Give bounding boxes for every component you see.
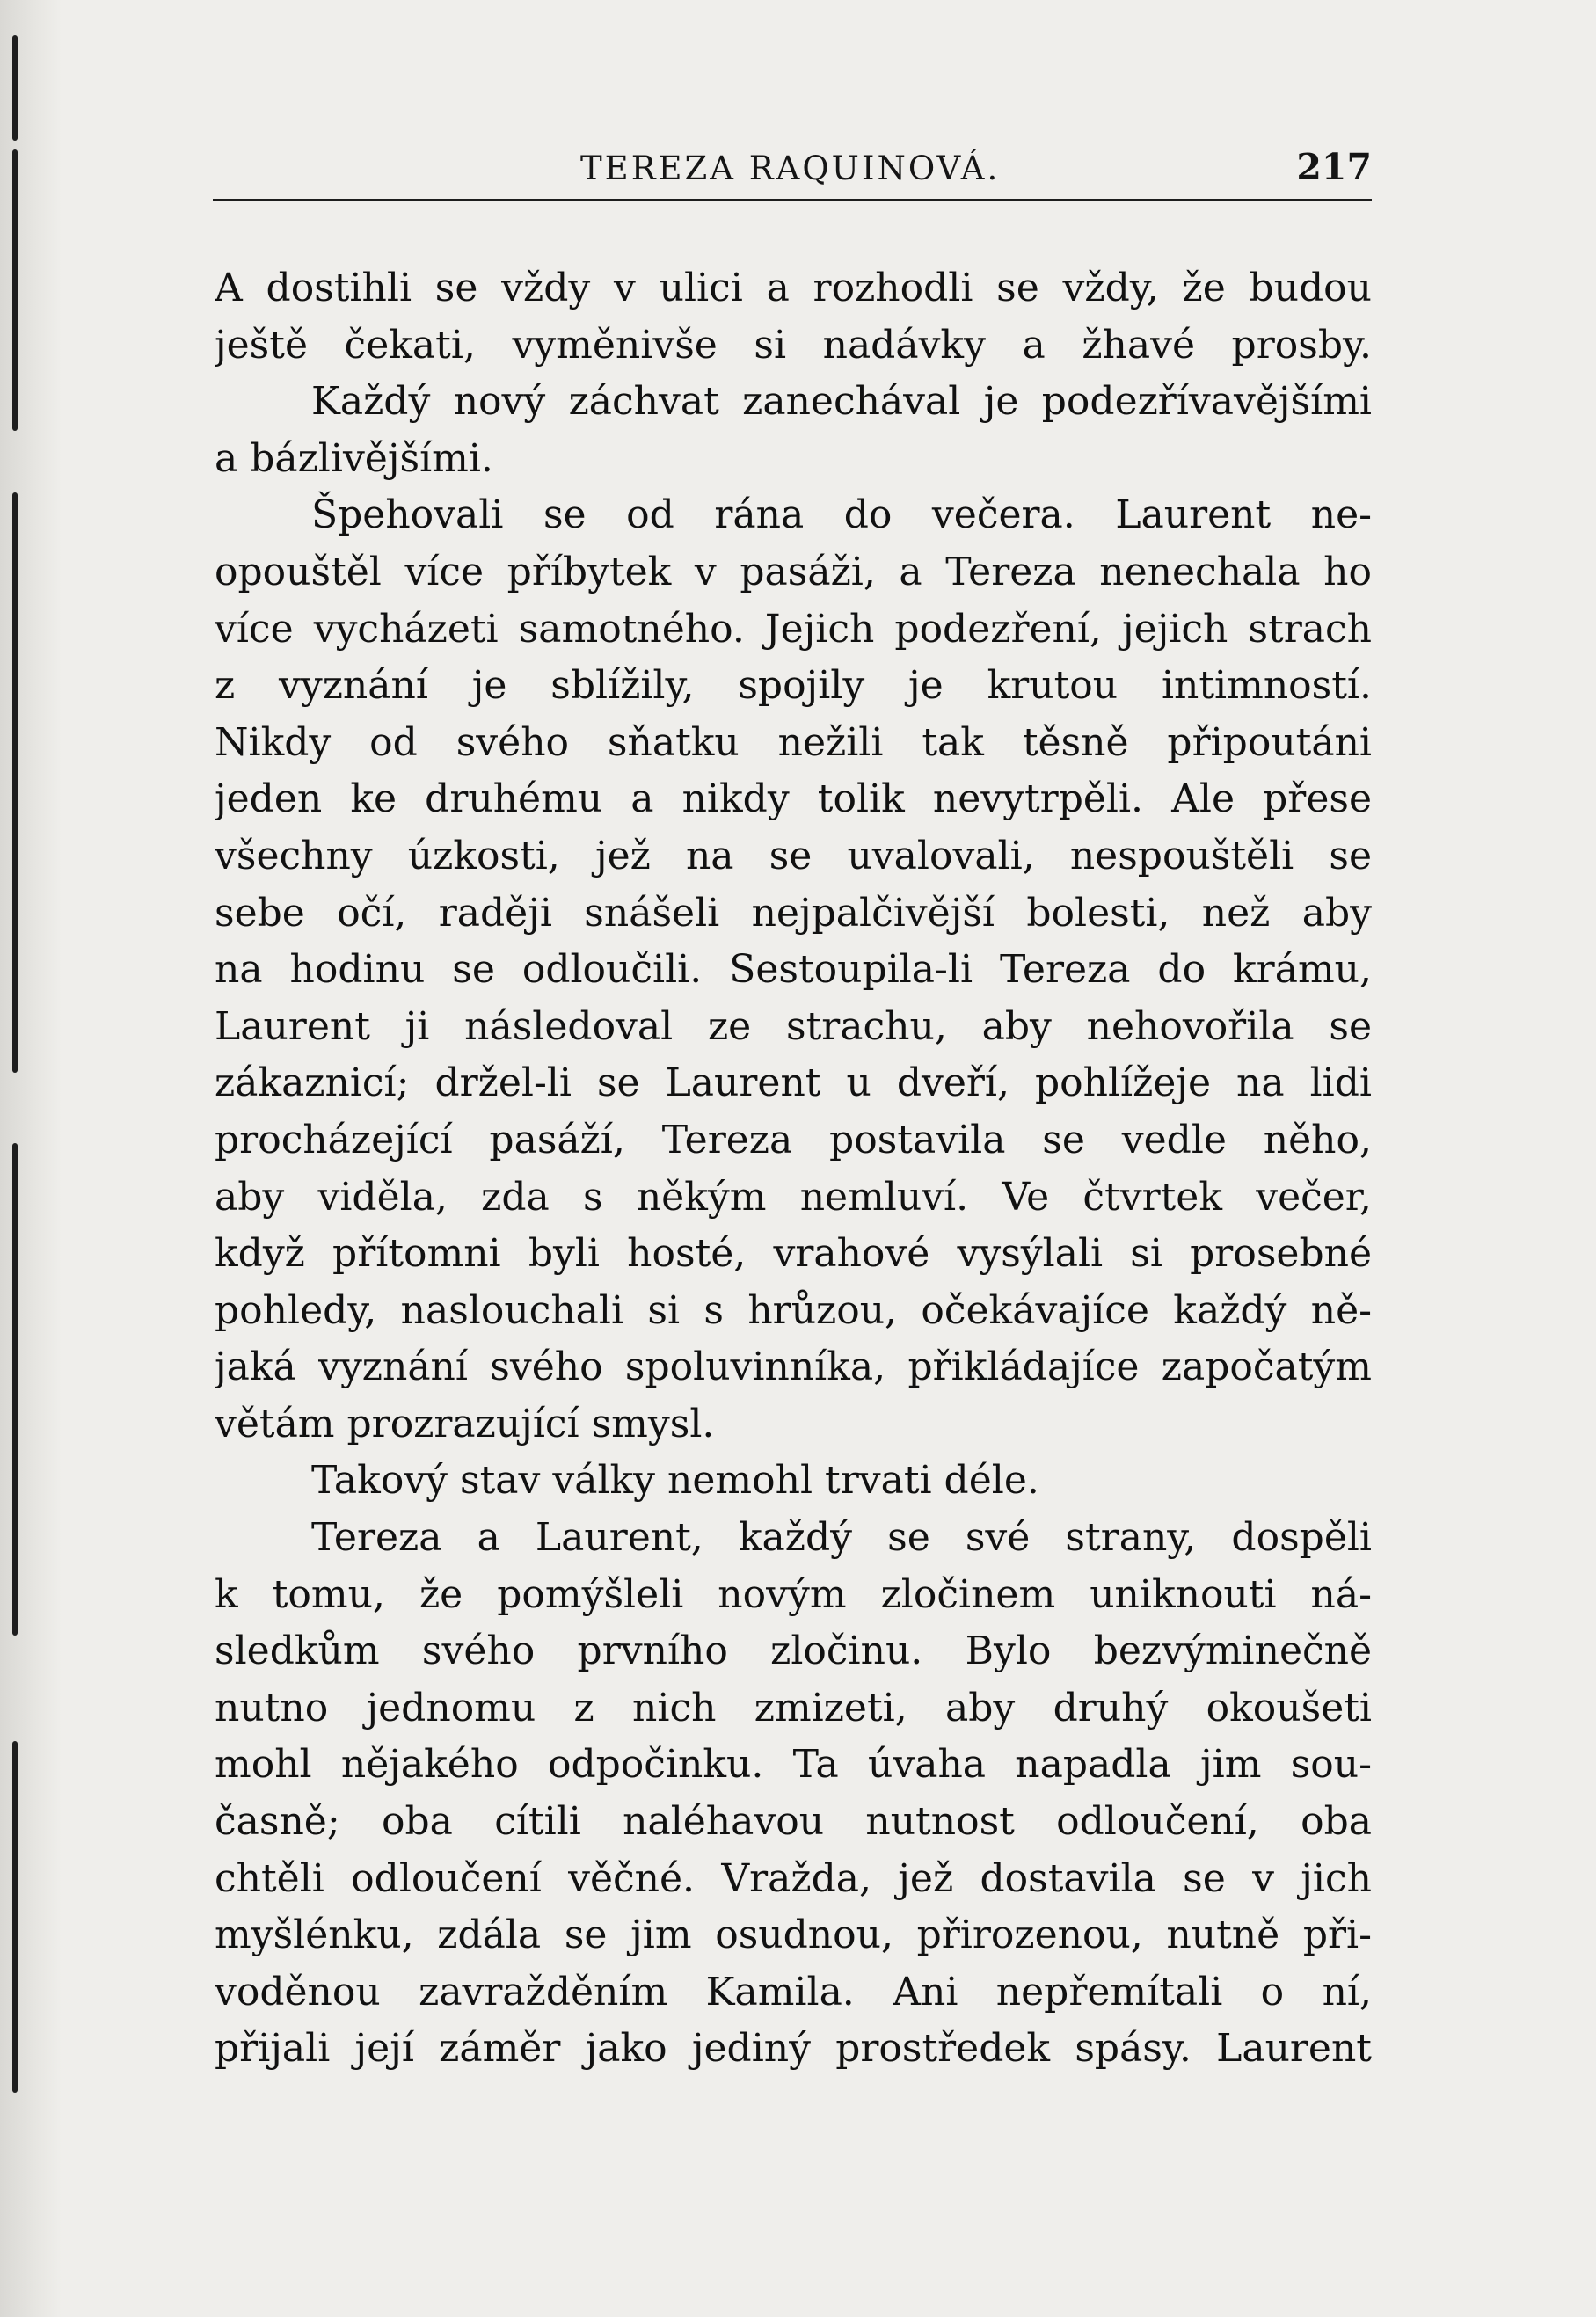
text-line: a bázlivějšími. (215, 435, 493, 481)
text-line: mohl nějakého odpočinku. Ta úvaha napadla jim sou- (215, 1742, 1372, 1788)
binding-edge-mark (12, 1143, 18, 1636)
text-line: ještě čekati, vyměnivše si nadávky a žhavé prosby. (215, 322, 1372, 368)
text-line: A dostihli se vždy v ulici a rozhodli se vždy, že budou (215, 266, 1372, 310)
text-line: zákaznicí; držel-li se Laurent u dveří, pohlížeje na lidi (215, 1060, 1372, 1106)
text-line: Takový stav války nemohl trvati déle. (311, 1458, 1039, 1504)
text-line: procházející pasáží, Tereza postavila se vedle něho, (215, 1117, 1372, 1162)
text-line: Nikdy od svého sňatku nežili tak těsně připoutáni (215, 719, 1372, 765)
text-line: jeden ke druhému a nikdy tolik nevytrpěli. Ale přese (215, 776, 1372, 822)
text-line: Každý nový záchvat zanechával je podezřívavějšími (311, 379, 1372, 425)
text-line: voděnou zavražděním Kamila. Ani nepřemítali o ní, (215, 1969, 1372, 2015)
running-title: TEREZA RAQUINOVÁ. (580, 149, 1001, 187)
header-rule (213, 199, 1372, 201)
binding-edge-mark (12, 149, 18, 431)
text-line: když přítomni byli hosté, vrahové vysýlali si prosebné (215, 1231, 1372, 1277)
text-line: opouštěl více příbytek v pasáži, a Tereza nenechala ho (215, 549, 1372, 594)
text-line: z vyznání je sblížily, spojily je krutou intimností. (215, 663, 1372, 709)
text-line: sledkům svého prvního zločinu. Bylo bezvýminečně (215, 1628, 1372, 1674)
page-binding-shadow (0, 0, 62, 2317)
binding-edge-mark (12, 492, 18, 1073)
text-line: sebe očí, raději snášeli nejpalčivější bolesti, než aby (215, 890, 1372, 936)
text-line: Tereza a Laurent, každý se své strany, dospěli (311, 1515, 1372, 1561)
text-line: více vycházeti samotného. Jejich podezření, jejich strach (215, 606, 1372, 652)
page-number: 217 (1296, 146, 1372, 188)
body-text (215, 260, 1372, 2078)
text-line: na hodinu se odloučili. Sestoupila-li Tereza do krámu, (215, 947, 1372, 993)
binding-edge-mark (12, 35, 18, 141)
page-header (213, 141, 1372, 200)
text-line: myšlénku, zdála se jim osudnou, přirozenou, nutně při- (215, 1913, 1372, 1958)
binding-edge-mark (12, 1741, 18, 2093)
text-line: přijali její záměr jako jediný prostředek spásy. Laurent (215, 2026, 1372, 2072)
text-line: chtěli odloučení věčné. Vražda, jež dostavila se v jich (215, 1855, 1372, 1901)
text-line: jaká vyznání svého spoluvinníka, přikládajíce započatým (215, 1344, 1372, 1390)
text-line: Špehovali se od rána do večera. Laurent ne- (311, 492, 1372, 538)
text-line: nutno jednomu z nich zmizeti, aby druhý okoušeti (215, 1685, 1372, 1730)
text-line: časně; oba cítili naléhavou nutnost odloučení, oba (215, 1799, 1372, 1845)
text-line: větám prozrazující smysl. (215, 1401, 715, 1446)
text-line: pohledy, naslouchali si s hrůzou, očekávajíce každý ně- (215, 1287, 1372, 1333)
text-line: všechny úzkosti, jež na se uvalovali, nespouštěli se (215, 833, 1372, 878)
text-line: k tomu, že pomýšleli novým zločinem uniknouti ná- (215, 1571, 1372, 1617)
text-line: aby viděla, zda s někým nemluví. Ve čtvrtek večer, (215, 1174, 1372, 1220)
text-line: Laurent ji následoval ze strachu, aby nehovořila se (215, 1003, 1372, 1049)
